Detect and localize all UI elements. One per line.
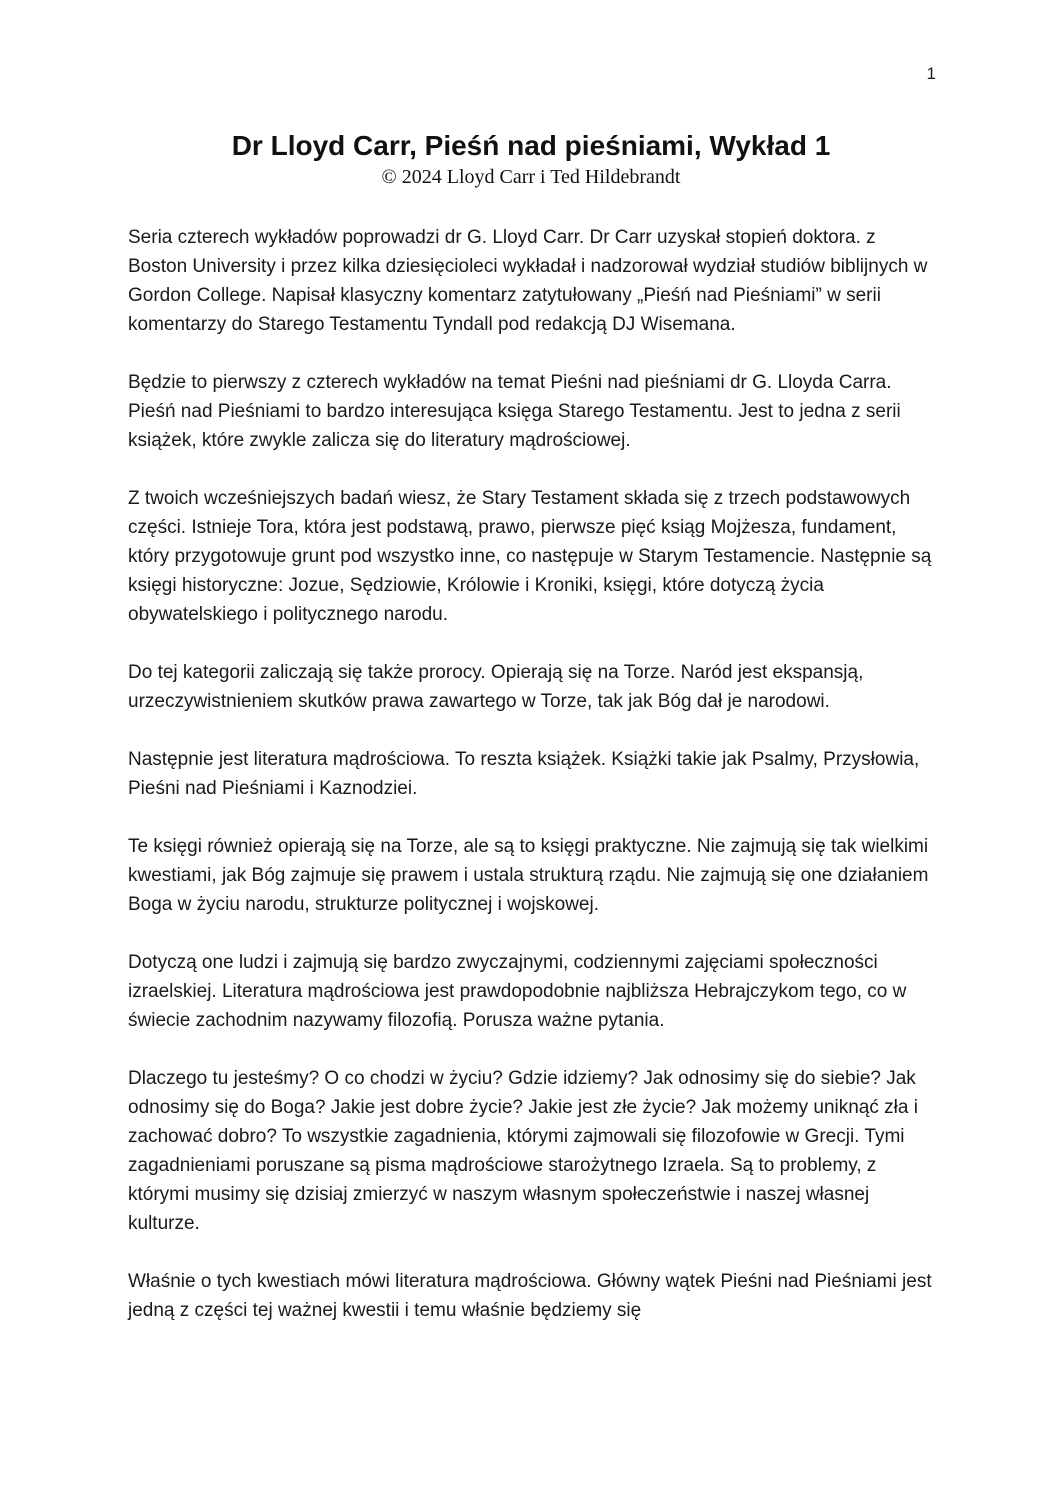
paragraph: Do tej kategorii zaliczają się także prorocy. Opierają się na Torze. Naród jest ekspansją, urzeczywistnieniem skutków prawa zawartego w Torze, tak jak Bóg dał je narodowi. [128,662,864,712]
paragraph: Te księgi również opierają się na Torze, ale są to księgi praktyczne. Nie zajmują się tak wielkimi kwestiami, jak Bóg zajmuje się prawem i ustala strukturą rządu. Nie zajmują się one działaniem Boga w życiu narodu, strukturze politycznej i wojskowej. [128,836,929,915]
body-text [128,223,934,1325]
page-title: Dr Lloyd Carr, Pieśń nad pieśniami, Wykład 1 [231,130,831,161]
paragraph: Właśnie o tych kwestiach mówi literatura mądrościowa. Główny wątek Pieśni nad Pieśniami jest jedną z części tej ważnej kwestii i temu właśnie będziemy się [128,1271,932,1321]
paragraph: Dlaczego tu jesteśmy? O co chodzi w życiu? Gdzie idziemy? Jak odnosimy się do siebie? Jak odnosimy się do Boga? Jakie jest dobre życie? Jakie jest złe życie? Jak możemy uniknąć zła i zachować dobro? To wszystkie zagadnienia, którymi zajmowali się filozofowie w Grecji. Tymi zagadnieniami poruszane są pisma mądrościowe starożytnego Izraela. Są to problemy, z którymi musimy się dzisiaj zmierzyć w naszym własnym społeczeństwie i naszej własnej kulturze. [128,1068,918,1234]
copyright-line: © 2024 Lloyd Carr i Ted Hildebrandt [381,166,681,188]
paragraph: Będzie to pierwszy z czterech wykładów na temat Pieśni nad pieśniami dr G. Lloyda Carra. Pieśń nad Pieśniami to bardzo interesująca księga Starego Testamentu. Jest to jedna z serii książek, które zwykle zalicza się do literatury mądrościowej. [128,372,901,451]
page-number: 1 [926,64,936,83]
paragraph: Następnie jest literatura mądrościowa. To reszta książek. Książki takie jak Psalmy, Przysłowia, Pieśni nad Pieśniami i Kaznodziei. [128,749,920,799]
paragraph: Dotyczą one ludzi i zajmują się bardzo zwyczajnymi, codziennymi zajęciami społeczności izraelskiej. Literatura mądrościowa jest prawdopodobnie najbliższa Hebrajczykom tego, co w świecie zachodnim nazywamy filozofią. Porusza ważne pytania. [128,952,907,1031]
paragraph: Z twoich wcześniejszych badań wiesz, że Stary Testament składa się z trzech podstawowych części. Istnieje Tora, która jest podstawą, prawo, pierwsze pięć ksiąg Mojżesza, fundament, który przygotowuje grunt pod wszystko inne, co następuje w Starym Testamencie. Następnie są księgi historyczne: Jozue, Sędziowie, Królowie i Kroniki, księgi, które dotyczą życia obywatelskiego i politycznego narodu. [128,488,932,625]
paragraph: Seria czterech wykładów poprowadzi dr G. Lloyd Carr. Dr Carr uzyskał stopień doktora. z Boston University i przez kilka dziesięcioleci wykładał i nadzorował wydział studiów biblijnych w Gordon College. Napisał klasyczny komentarz zatytułowany „Pieśń nad Pieśniami” w serii komentarzy do Starego Testamentu Tyndall pod redakcją DJ Wisemana. [128,227,928,335]
document-content [128,130,934,1354]
